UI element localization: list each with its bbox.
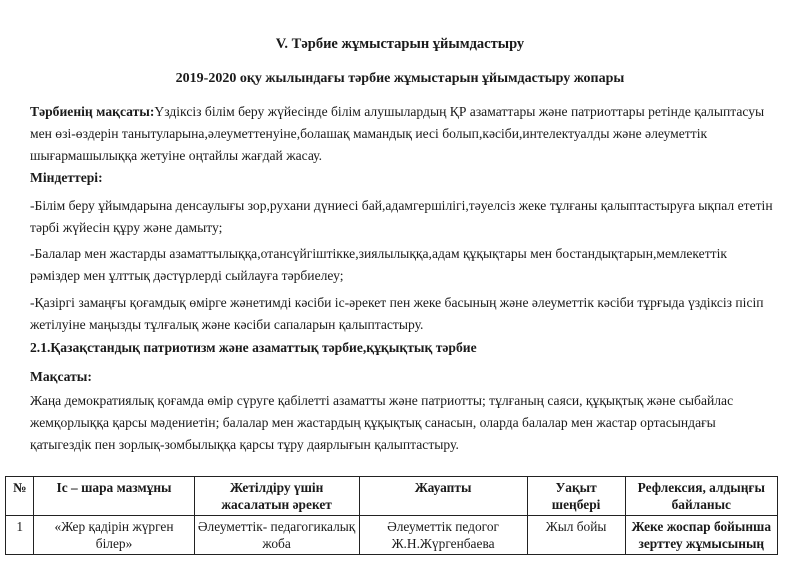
goal-paragraph — [30, 101, 775, 167]
goal-text: Үздіксіз білім беру жүйесінде білім алушылардың ҚР азаматтары және патриоттары ретінде қалыптасуы мен өзі-өздерін танытуларына,әлеуметтенуіне,болашақ мамандық иесі болып,кәсіби,интелектуалды және әлеуметтік шығармашылыққа жетуіне оңтайлы жағдай жасау. — [30, 104, 765, 163]
task-item: -Білім беру ұйымдарына денсаулығы зор,рухани дүниесі бай,адамгершілігі,тәуелсіз жеке тұлғаны қалыптастыруға ықпал ететін тәрбі жүйесін құру және дамыту; — [30, 198, 773, 235]
aim-label: Мақсаты: — [30, 369, 92, 384]
column-header-content: Іс – шара мазмұны — [34, 477, 194, 516]
table-cell: Әлеуметтік- педагогикалық жоба — [194, 516, 359, 555]
column-header-number: № — [6, 477, 34, 516]
table-row — [6, 516, 778, 555]
column-header-action: Жетілдіру үшін жасалатын әрекет — [194, 477, 359, 516]
table-cell: Жыл бойы — [527, 516, 625, 555]
section-title: 2.1.Қазақстандық патриотизм және азаматтық тәрбие,құқықтық тәрбие — [30, 340, 477, 355]
page-subheading: 2019-2020 оқу жылындағы тәрбие жұмыстарын ұйымдастыру жопары — [175, 71, 625, 86]
table-cell: Әлеуметтік педогог Ж.Н.Жүргенбаева — [359, 516, 527, 555]
events-table — [5, 476, 778, 555]
table-cell: Жеке жоспар бойынша зерттеу жұмысының — [625, 516, 777, 555]
aim-text: Жаңа демократиялық қоғамда өмір сүруге қабілетті азаматты және патриотты; тұлғаның саяси, құқықтық және сыбайлас жемқорлыққа қарсы мәдениетін; балалар мен жастардың құқықтық санасын, оларда балалар мен жастар ортасындағы қатыгездік пен зорлық-зомбылыққа қарсы тұру даярлығын қалыптастыру. — [30, 393, 734, 452]
tasks-label: Міндеттері: — [30, 170, 103, 185]
column-header-timeframe: Уақыт шеңбері — [527, 477, 625, 516]
table-cell: 1 — [6, 516, 34, 555]
column-header-reflection: Рефлексия, алдыңғы байланыс — [625, 477, 777, 516]
table-cell: «Жер қадірін жүрген білер» — [34, 516, 194, 555]
page-heading: V. Тәрбие жұмыстарын ұйымдастыру — [275, 36, 525, 52]
table-header-row — [6, 477, 778, 516]
task-item: -Балалар мен жастарды азаматтылыққа,отансүйгіштікке,зиялылыққа,адам құқықтары мен бостандықтарын,мемлекеттік рәміздер мен ұлттық дәстүрлерді сыйлауға тәрбиелеу; — [30, 246, 727, 283]
task-item: -Қазіргі замаңғы қоғамдық өмірге жәнетимді кәсіби іс-әрекет пен жеке басының және әлеуметтік кәсіби тұрғыда үздіксіз пісіп жетілуіне маңызды тұлғалық және кәсіби сапаларын қалыптастыру. — [30, 295, 764, 332]
column-header-responsible: Жауапты — [359, 477, 527, 516]
goal-label: Тәрбиенің мақсаты: — [30, 104, 155, 119]
